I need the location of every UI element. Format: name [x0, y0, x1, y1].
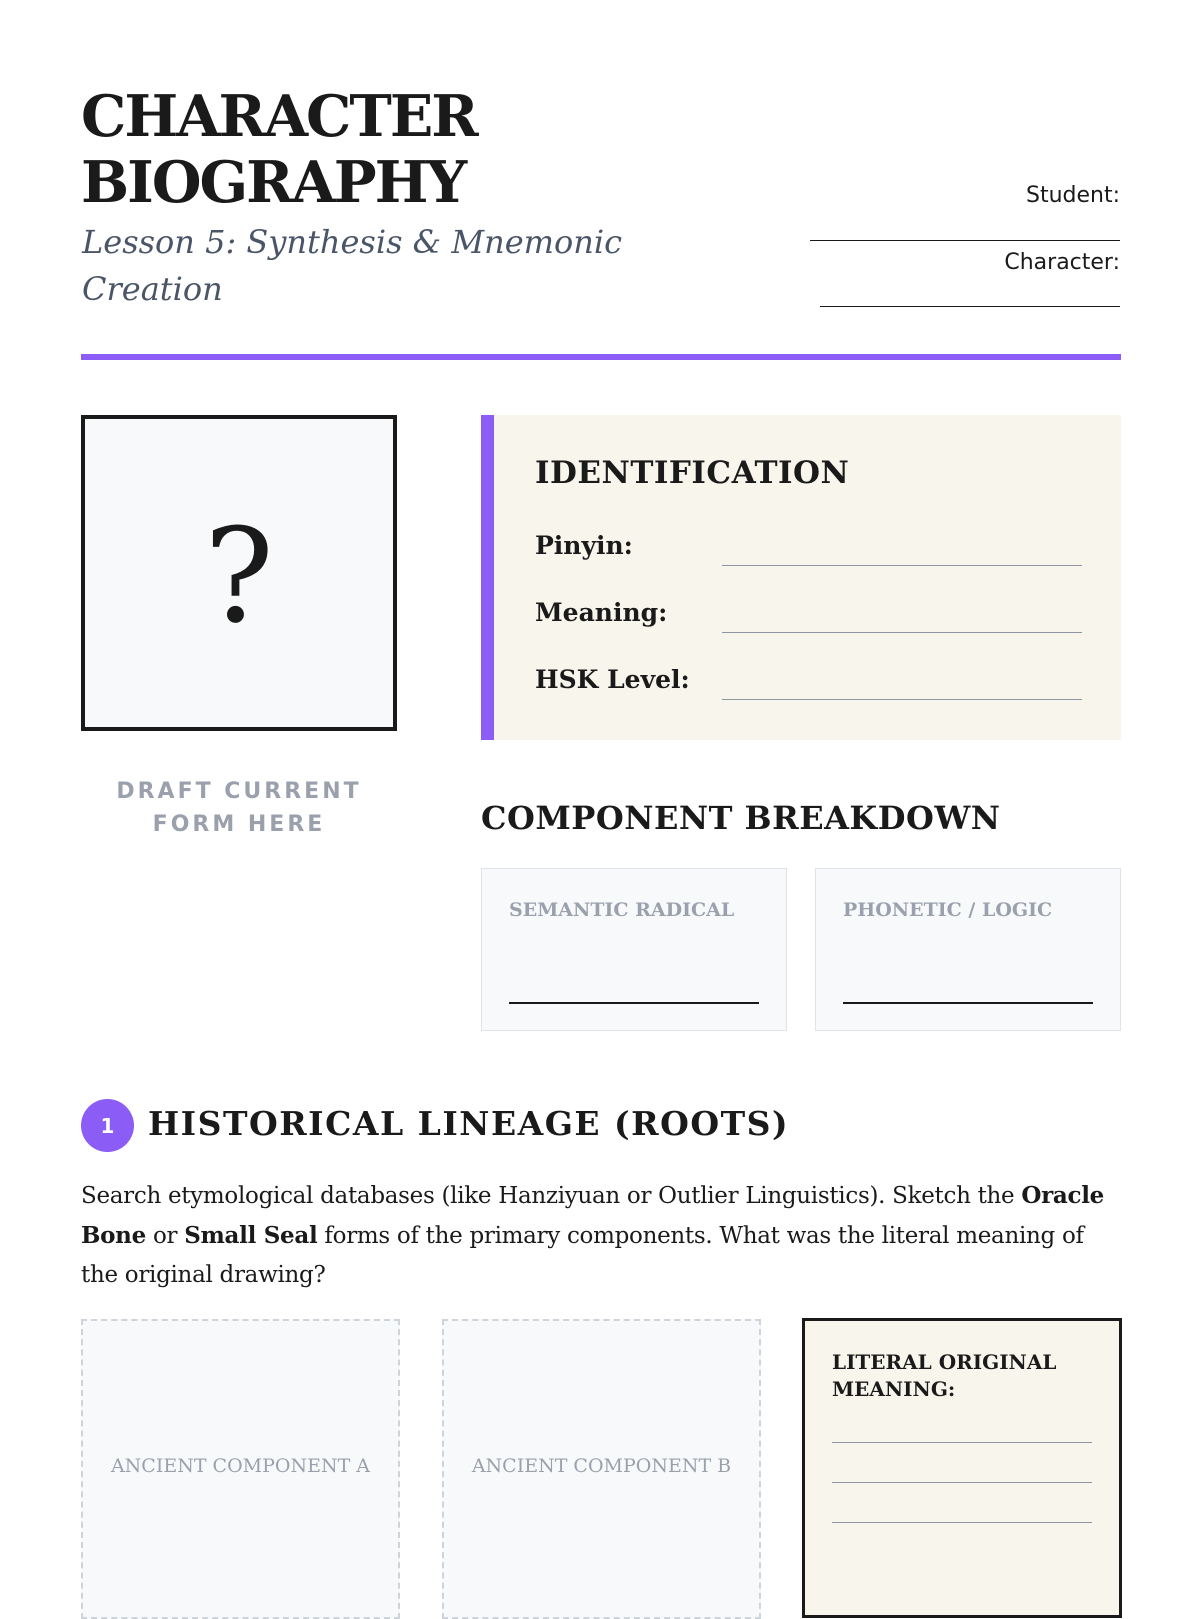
oracle-bone-term: Oracle Bone — [81, 1182, 1105, 1249]
meaning-writing-line[interactable] — [832, 1522, 1092, 1523]
character-label: Character: — [1004, 250, 1120, 275]
student-name-line[interactable] — [810, 240, 1120, 241]
meaning-writing-line[interactable] — [832, 1442, 1092, 1443]
pinyin-label: Pinyin: — [535, 531, 633, 560]
character-name-line[interactable] — [820, 306, 1120, 307]
character-drawing-box[interactable] — [81, 415, 397, 731]
hsk-level-label: HSK Level: — [535, 665, 690, 694]
student-label: Student: — [1025, 183, 1120, 208]
page-title: CHARACTER BIOGRAPHY — [81, 83, 477, 216]
question-mark-glyph: ? — [204, 500, 274, 652]
ancient-component-b-box[interactable] — [442, 1319, 761, 1619]
phonetic-logic-label: PHONETIC / LOGIC — [843, 899, 1053, 921]
page-subtitle: Lesson 5: Synthesis & Mnemonic Creation — [82, 223, 622, 308]
identification-panel — [481, 415, 1121, 740]
section-instructions: Search etymological databases (like Hanziyuan or Outlier Linguistics). Sketch the Oracle Bone or Small Seal forms of the primary components. What was the literal meaning of the original drawing? — [81, 1182, 1105, 1288]
pinyin-field-line[interactable] — [722, 565, 1082, 566]
semantic-radical-line — [509, 1002, 759, 1004]
meaning-label: Meaning: — [535, 598, 668, 627]
hsk-level-field-line[interactable] — [722, 699, 1082, 700]
phonetic-logic-line — [843, 1002, 1093, 1004]
literal-meaning-box[interactable] — [802, 1318, 1122, 1618]
meaning-field-line[interactable] — [722, 632, 1082, 633]
section-title: HISTORICAL LINEAGE (ROOTS) — [148, 1104, 790, 1143]
small-seal-term: Small Seal — [184, 1222, 318, 1249]
meaning-writing-line[interactable] — [832, 1482, 1092, 1483]
ancient-component-a-box[interactable] — [81, 1319, 400, 1619]
draft-caption: DRAFT CURRENT FORM HERE — [116, 779, 362, 837]
header-divider — [81, 354, 1121, 360]
step-number-badge: 1 — [81, 1099, 134, 1152]
ancient-component-b-label: ANCIENT COMPONENT B — [471, 1455, 732, 1477]
ancient-component-a-label: ANCIENT COMPONENT A — [110, 1455, 371, 1477]
phonetic-logic-box[interactable] — [815, 868, 1121, 1031]
identification-title: IDENTIFICATION — [535, 455, 850, 491]
semantic-radical-box[interactable] — [481, 868, 787, 1031]
component-breakdown-title: COMPONENT BREAKDOWN — [481, 799, 1001, 837]
literal-meaning-label: LITERAL ORIGINAL MEANING: — [832, 1350, 1057, 1401]
semantic-radical-label: SEMANTIC RADICAL — [509, 899, 735, 921]
